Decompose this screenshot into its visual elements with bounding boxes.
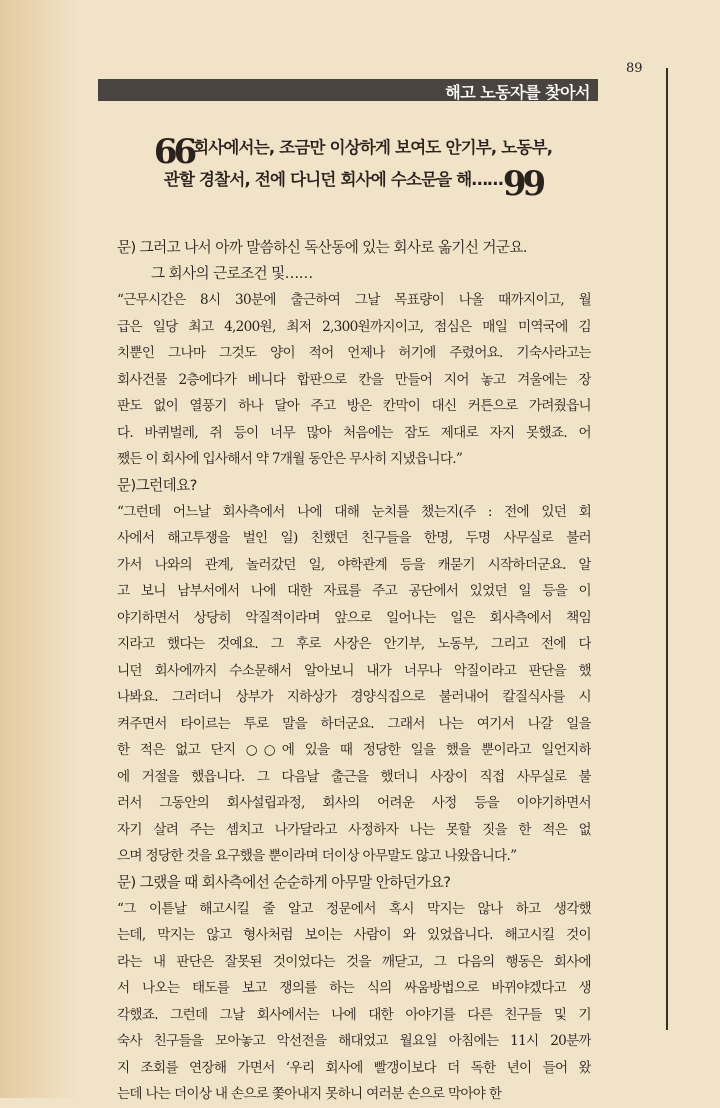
answer-line: 서 나오는 태도를 보고 쟁의를 하는 식의 싸움방법으로 바뀌야겠다고 생	[117, 980, 591, 996]
interview-answer	[117, 499, 591, 870]
answer-line: 으며 정당한 것을 요구했을 뿐이라며 더이상 아무말도 않고 나왔읍니다.”	[117, 848, 517, 864]
answer-line: 회사건물 2층에다가 베니다 합판으로 칸을 만들어 지어 놓고 겨울에는 장	[117, 371, 591, 388]
answer-line: 켜주면서 타이르는 투로 말을 하더군요. 그래서 나는 여기서 나갈 일을	[117, 715, 591, 732]
answer-line: 한 적은 없고 단지 ○○에 있을 때 정당한 일을 했을 뿐이라고 일언지하	[117, 742, 591, 758]
section-title-bar	[98, 79, 598, 101]
pull-quote-text-1: 회사에서는, 조금만 이상하게 보여도 안기부, 노동부,	[193, 138, 553, 157]
pull-quote	[138, 132, 568, 204]
answer-line: 숙사 친구들을 모아놓고 악선전을 해대었고 월요일 아침에는 11시 20분까	[117, 1033, 591, 1049]
answer-line: 고 보니 남부서에서 나에 대한 자료를 주고 공단에서 있었던 일 등을 이	[117, 583, 591, 599]
answer-line: “그 이튿날 해고시킬 줄 알고 정문에서 혹시 막지는 않나 하고 생각했	[117, 900, 591, 917]
question-line: 문)그런데요?	[117, 476, 197, 494]
question-line: 문) 그랬을 때 회사측에선 순순하게 아무말 안하던가요?	[117, 873, 451, 891]
answer-line: 러서 그동안의 회사설립과정, 회사의 어려운 사정 등을 이야기하면서	[117, 795, 591, 811]
pull-quote-text-2: 관할 경찰서, 전에 다니던 회사에 수소문을 해……	[163, 170, 503, 189]
answer-line: 자기 살려 주는 셈치고 나가달라고 사정하자 나는 못할 짓을 한 적은 없	[117, 821, 591, 838]
answer-line: 지 조회를 연장해 가면서 ‘우리 회사에 빨갱이보다 더 독한 년이 들어 왔	[117, 1059, 591, 1076]
open-quote-mark: 66	[153, 132, 194, 172]
interview-answer	[117, 896, 591, 1108]
question-line: 문) 그러고 나서 아까 말씀하신 독산동에 있는 회사로 옮기신 거군요.	[117, 239, 527, 256]
answer-line: 사에서 해고투쟁을 벌인 일) 친했던 친구들을 한명, 두명 사무실로 불러	[117, 530, 591, 546]
interview-answer	[117, 287, 591, 473]
answer-line: 판도 없이 열풍기 하나 달아 주고 방은 칸막이 대신 커튼으로 가려줬읍니	[117, 398, 591, 414]
page-gutter-shadow	[0, 0, 78, 1098]
answer-line: 니던 회사에까지 수소문해서 알아보니 내가 너무나 악질이라고 판단을 했	[117, 662, 591, 679]
interview-question	[117, 235, 591, 287]
answer-line: 에 거절을 했읍니다. 그 다음날 출근을 했더니 사장이 직접 사무실로 불	[117, 768, 591, 785]
page-number: 89	[626, 61, 643, 76]
answer-line: 라는 내 판단은 잘못된 것이었다는 것을 깨닫고, 그 다음의 행동은 회사에	[117, 953, 591, 970]
answer-line: 는데, 막지는 않고 형사처럼 보이는 사람이 와 있었읍니다. 해고시킬 것이	[117, 927, 591, 943]
interview-body	[117, 235, 591, 1108]
pull-quote-line-2	[138, 164, 568, 204]
answer-line: 각했죠. 그런데 그날 회사에서는 나에 대한 아야기를 다른 친구들 및 기	[117, 1006, 591, 1023]
answer-line: 지라고 했다는 것예요. 그 후로 사장은 안기부, 노동부, 그리고 전에 다	[117, 636, 591, 652]
pull-quote-line-1	[138, 132, 568, 172]
answer-line: 는데 나는 더이상 내 손으로 쫓아내지 못하니 여러분 손으로 막아야 한	[117, 1086, 502, 1102]
answer-line: 다. 바퀴벌레, 쥐 등이 너무 많아 처음에는 잠도 제대로 자지 못했죠. 어	[117, 424, 591, 441]
interview-question	[117, 870, 591, 896]
answer-line: 쨌든 이 회사에 입사해서 약 7개월 동안은 무사히 지냈읍니다.”	[117, 451, 463, 467]
question-line: 그 회사의 근로조건 및……	[151, 265, 313, 282]
section-title: 해고 노동자를 찾아서	[445, 83, 590, 102]
answer-line: 가서 나와의 관계, 놀러갔던 일, 야학관계 등을 캐묻기 시작하더군요. 알	[117, 556, 591, 573]
answer-line: 급은 일당 최고 4,200원, 최저 2,300원까지이고, 점심은 매일 미역국에 김	[117, 318, 591, 335]
answer-line: “그런데 어느날 회사측에서 나에 대해 눈치를 챘는지(주 : 전에 있던 회	[117, 503, 591, 520]
answer-line: 야기하면서 상당히 악질적이라며 앞으로 일어나는 일은 회사측에서 책임	[117, 609, 591, 626]
interview-question	[117, 473, 591, 499]
page-margin-rule	[666, 68, 668, 1030]
answer-line: “근무시간은 8시 30분에 출근하여 그날 목표량이 나올 때까지이고, 월	[117, 292, 591, 308]
answer-line: 치뿐인 그나마 그것도 양이 적어 언제나 허기에 주렸어요. 기숙사라고는	[117, 345, 591, 361]
close-quote-mark: 99	[502, 164, 543, 204]
answer-line: 나봐요. 그러더니 상부가 지하상가 경양식집으로 불러내어 칼질식사를 시	[117, 689, 591, 705]
